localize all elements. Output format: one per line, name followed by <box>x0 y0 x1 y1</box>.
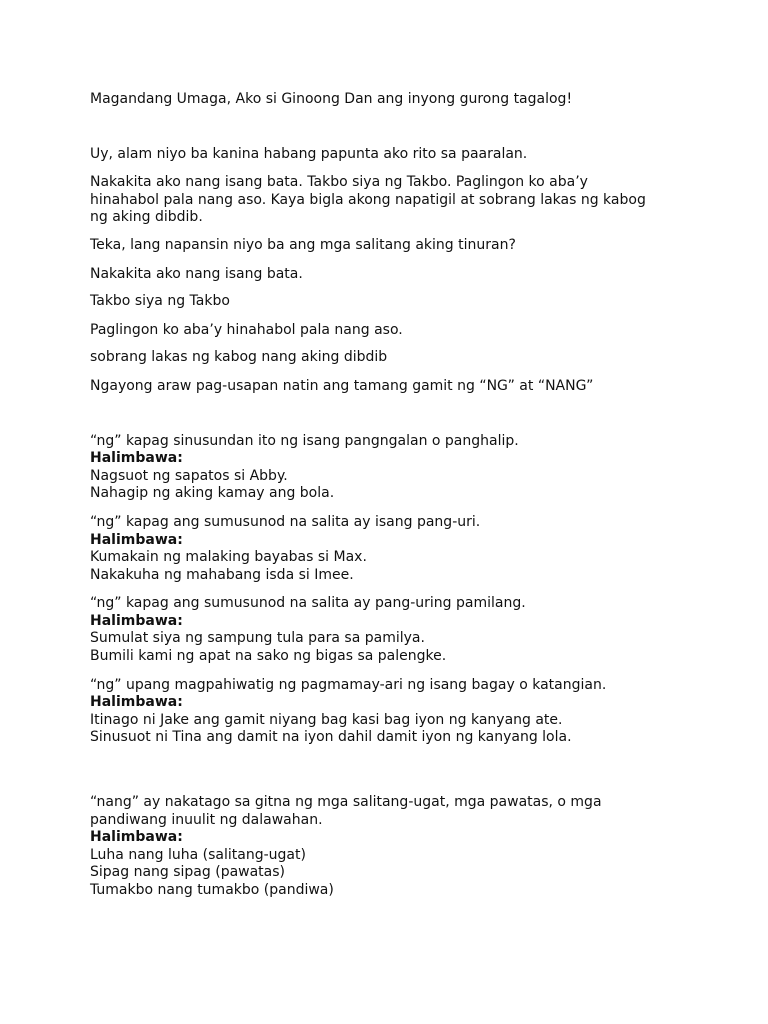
story-paragraph-2: Nakakita ako nang isang bata. Takbo siya ng Takbo. Paglingon ko aba’y hinahabol pala nang aso. Kaya bigla akong napatigil at sobrang lakas ng kabog ng aking dibdib. <box>90 174 646 226</box>
repeat-paragraph-1: Nakakita ako nang isang bata. <box>90 265 303 282</box>
nang-rule-block <box>90 794 680 900</box>
ng-rule-block-3 <box>90 595 690 665</box>
example-line: Nahagip ng aking kamay ang bola. <box>90 485 335 502</box>
example-line: Sinusuot ni Tina ang damit na iyon dahil damit iyon ng kanyang lola. <box>90 729 572 746</box>
rule-text: “nang” ay nakatago sa gitna ng mga salitang-ugat, mga pawatas, o mga pandiwang inuulit ng dalawahan. <box>90 794 602 828</box>
ng-rule-block-2 <box>90 514 690 584</box>
example-label: Halimbawa: <box>90 694 183 711</box>
ng-rule-block-4 <box>90 677 690 747</box>
example-label: Halimbawa: <box>90 450 183 467</box>
example-label: Halimbawa: <box>90 612 183 629</box>
example-line: Tumakbo nang tumakbo (pandiwa) <box>90 882 334 898</box>
rule-text: “ng” kapag ang sumusunod na salita ay isang pang-uri. <box>90 513 481 530</box>
ng-rule-block-1 <box>90 433 690 503</box>
example-line: Bumili kami ng apat na sako ng bigas sa palengke. <box>90 648 447 665</box>
example-line: Nakakuha ng mahabang isda si Imee. <box>90 566 354 583</box>
repeat-paragraph-3: Paglingon ko aba’y hinahabol pala nang aso. <box>90 321 403 338</box>
example-label: Halimbawa: <box>90 829 183 846</box>
document-page <box>90 91 690 900</box>
example-line: Itinago ni Jake ang gamit niyang bag kasi bag iyon ng kanyang ate. <box>90 711 563 728</box>
rule-text: “ng” upang magpahiwatig ng pagmamay-ari ng isang bagay o katangian. <box>90 676 607 693</box>
question-paragraph: Teka, lang napansin niyo ba ang mga salitang aking tinuran? <box>90 236 516 253</box>
repeat-paragraph-2: Takbo siya ng Takbo <box>90 293 230 310</box>
example-label: Halimbawa: <box>90 531 183 548</box>
greeting-paragraph: Magandang Umaga, Ako si Ginoong Dan ang inyong gurong tagalog! <box>90 91 573 107</box>
story-paragraph-1: Uy, alam niyo ba kanina habang papunta ako rito sa paaralan. <box>90 145 528 162</box>
example-line: Kumakain ng malaking bayabas si Max. <box>90 549 367 566</box>
example-line: Nagsuot ng sapatos si Abby. <box>90 467 288 484</box>
example-line: Luha nang luha (salitang-ugat) <box>90 846 306 863</box>
example-line: Sipag nang sipag (pawatas) <box>90 864 286 881</box>
repeat-paragraph-4: sobrang lakas ng kabog nang aking dibdib <box>90 349 388 366</box>
rule-text: “ng” kapag sinusundan ito ng isang pangngalan o panghalip. <box>90 432 519 449</box>
topic-paragraph: Ngayong araw pag-usapan natin ang tamang gamit ng “NG” at “NANG” <box>90 377 594 394</box>
example-line: Sumulat siya ng sampung tula para sa pamilya. <box>90 630 425 647</box>
rule-text: “ng” kapag ang sumusunod na salita ay pang-uring pamilang. <box>90 595 526 612</box>
